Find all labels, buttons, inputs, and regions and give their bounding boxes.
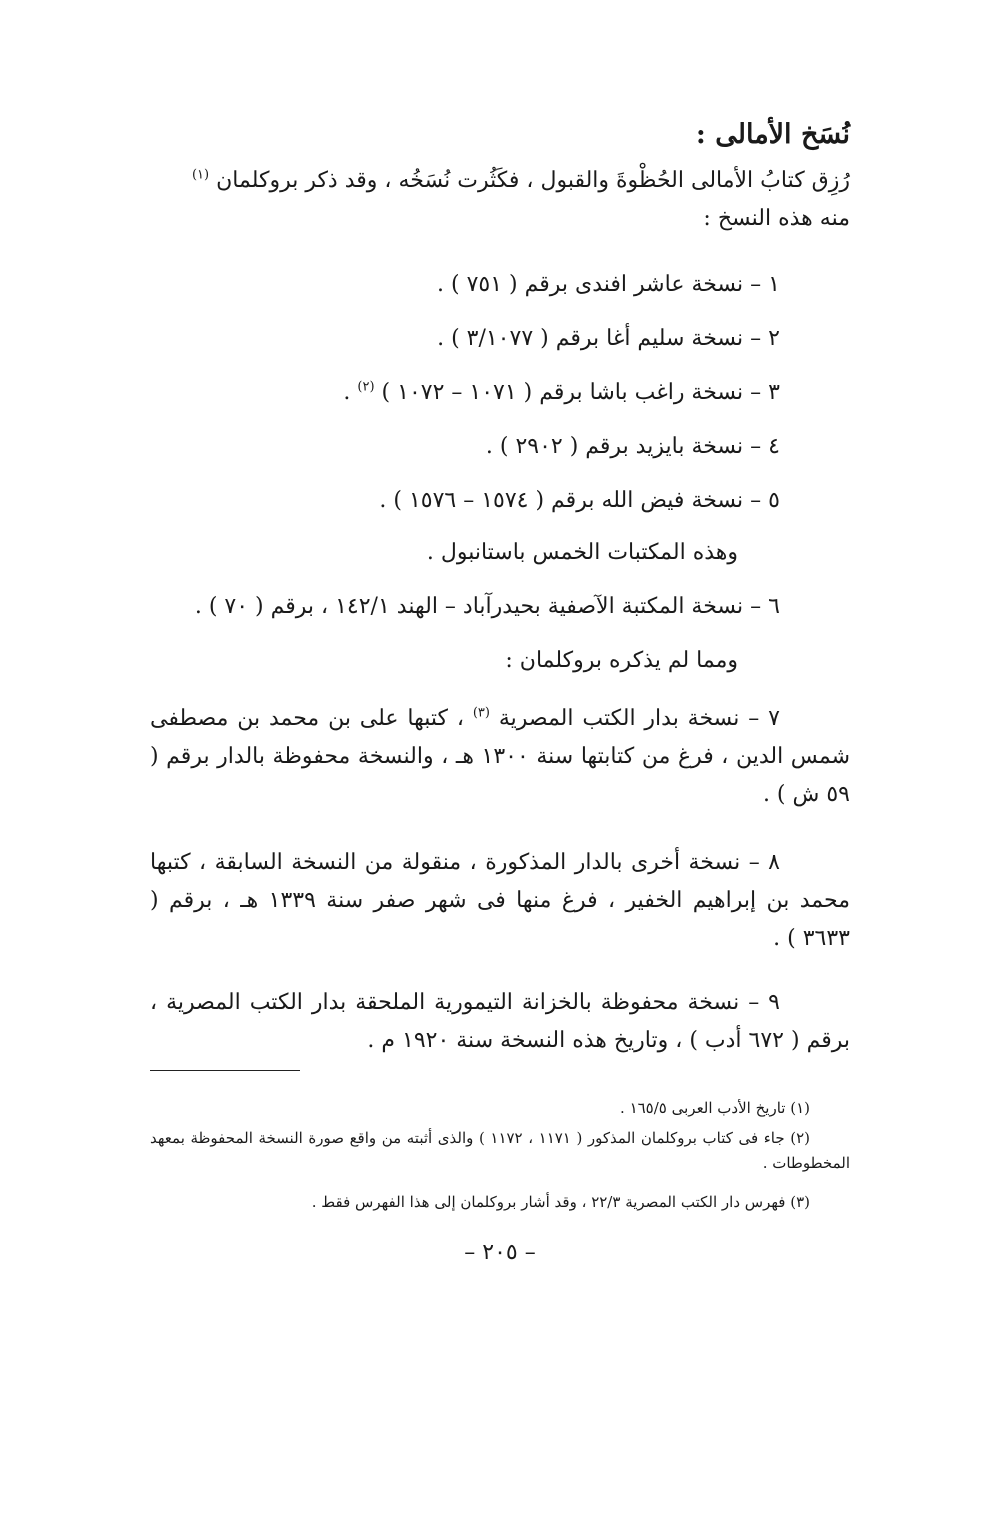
list-item-6: ٦ – نسخة المكتبة الآصفية بحيدرآباد – الهند ١٤٢/١ ، برقم ( ٧٠ ) . [194,594,780,619]
list-item-7 [150,700,850,814]
intro-paragraph [150,162,850,238]
footnote-separator [150,1070,300,1071]
footnote-1: (١) تاريخ الأدب العربى ١٦٥/٥ . [620,1099,810,1117]
page-number: – ٢٠٥ – [464,1240,536,1265]
libraries-note: وهذه المكتبات الخمس باستانبول . [426,540,738,565]
list-item-7-text: ٧ – نسخة بدار الكتب المصرية [498,706,780,731]
list-item-4: ٤ – نسخة بايزيد برقم ( ٢٩٠٢ ) . [485,434,780,459]
list-item-5: ٥ – نسخة فيض الله برقم ( ١٥٧٤ – ١٥٧٦ ) . [379,488,780,513]
list-item-8: ٨ – نسخة أخرى بالدار المذكورة ، منقولة من النسخة السابقة ، كتبها محمد بن إبراهيم الخفير ، فرغ منها فى شهر صفر سنة ١٣٣٩ هـ ، برقم ( ٣٦٣٣ ) . [150,850,850,951]
book-page [150,100,850,1400]
section-heading: نُسَخ الأمالى : [695,119,850,150]
list-item-2: ٢ – نسخة سليم أغا برقم ( ٣/١٠٧٧ ) . [437,326,780,351]
footnote-ref-1: (١) [191,167,210,183]
intro-text-2: منه هذه النسخ : [703,206,850,231]
list-item-7-text-2: ، كتبها على بن محمد بن مصطفى شمس الدين ، فرغ من كتابتها سنة ١٣٠٠ هـ ، والنسخة محفوظة بالدار برقم ( ٥٩ ش ) . [150,706,851,807]
footnote-2: (٢) جاء فى كتاب بروكلمان المذكور ( ١١٧١ ، ١١٧٢ ) والذى أثبته من واقع صورة النسخة المحفوظة بمعهد المخطوطات . [150,1129,850,1172]
list-item-9: ٩ – نسخة محفوظة بالخزانة التيمورية الملحقة بدار الكتب المصرية ، برقم ( ٦٧٢ أدب ) ، وتاريخ هذه النسخة سنة ١٩٢٠ م . [150,990,850,1053]
footnote-3: (٣) فهرس دار الكتب المصرية ٢٢/٣ ، وقد أشار بروكلمان إلى هذا الفهرس فقط . [311,1193,810,1211]
list-item-3 [343,378,780,408]
footnote-ref-3: (٣) [472,705,490,721]
list-item-3-end: . [343,380,358,405]
not-mentioned-heading: ومما لم يذكره بروكلمان : [505,648,738,673]
list-item-1: ١ – نسخة عاشر افندى برقم ( ٧٥١ ) . [437,272,780,297]
intro-text: رُزِق كتابُ الأمالى الحُظْوةَ والقبول ، فكَثُرت نُسَخُه ، وقد ذكر بروكلمان [216,168,850,193]
footnote-ref-2: (٢) [357,379,375,395]
list-item-3-text: ٣ – نسخة راغب باشا برقم ( ١٠٧١ – ١٠٧٢ ) [381,380,780,405]
